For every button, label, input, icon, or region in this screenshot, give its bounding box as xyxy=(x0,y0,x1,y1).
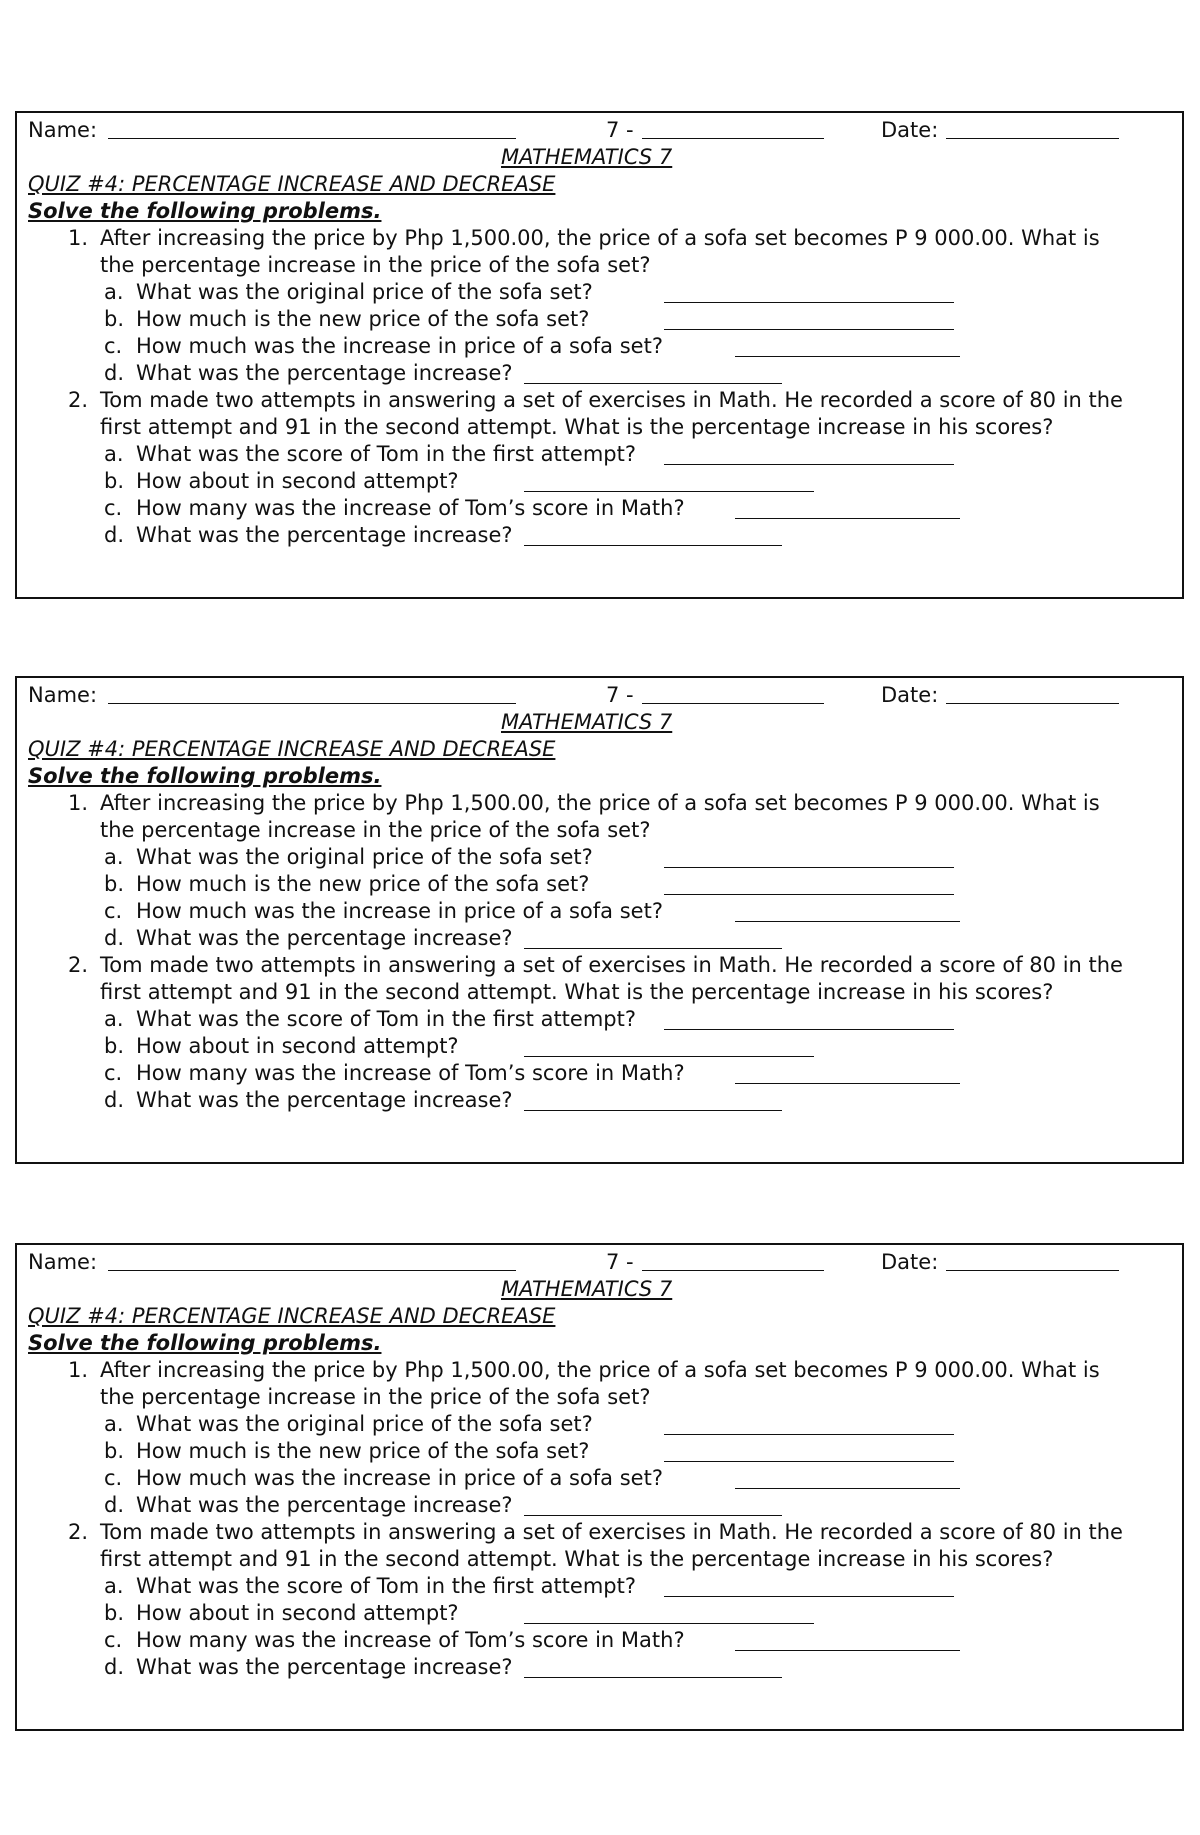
problem-text: the percentage increase in the price of the sofa set? xyxy=(100,253,651,277)
problem-text: After increasing the price by Php 1,500.00, the price of a sofa set becomes P 9 000.00. What is xyxy=(100,226,1100,250)
section-label: 7 - xyxy=(606,683,634,707)
problem-number: 2. xyxy=(68,953,89,977)
answer-blank[interactable] xyxy=(735,518,960,519)
date-label: Date: xyxy=(881,683,939,707)
question-letter: d. xyxy=(104,926,125,950)
answer-blank[interactable] xyxy=(664,302,954,303)
instructions: Solve the following problems. xyxy=(28,199,382,223)
section-field[interactable] xyxy=(642,703,824,704)
question-text: How about in second attempt? xyxy=(136,469,459,493)
answer-blank[interactable] xyxy=(524,1110,782,1111)
question-text: How much was the increase in price of a sofa set? xyxy=(136,899,663,923)
question-text: How much is the new price of the sofa set? xyxy=(136,307,590,331)
question-text: What was the percentage increase? xyxy=(136,523,513,547)
question-letter: b. xyxy=(104,1601,125,1625)
problem-text: Tom made two attempts in answering a set of exercises in Math. He recorded a score of 80 in the xyxy=(100,1520,1123,1544)
answer-blank[interactable] xyxy=(664,1461,954,1462)
answer-blank[interactable] xyxy=(664,464,954,465)
question-letter: c. xyxy=(104,1628,123,1652)
question-letter: b. xyxy=(104,307,125,331)
question-text: What was the percentage increase? xyxy=(136,926,513,950)
question-letter: b. xyxy=(104,469,125,493)
question-letter: a. xyxy=(104,845,124,869)
answer-blank[interactable] xyxy=(524,1056,814,1057)
answer-blank[interactable] xyxy=(735,356,960,357)
problem-number: 1. xyxy=(68,1358,89,1382)
question-text: How much is the new price of the sofa set? xyxy=(136,1439,590,1463)
date-label: Date: xyxy=(881,118,939,142)
problem-text: Tom made two attempts in answering a set of exercises in Math. He recorded a score of 80 in the xyxy=(100,953,1123,977)
quiz-card-3 xyxy=(15,1243,1184,1731)
problem-text: the percentage increase in the price of the sofa set? xyxy=(100,1385,651,1409)
name-field[interactable] xyxy=(108,703,516,704)
quiz-title: QUIZ #4: PERCENTAGE INCREASE AND DECREASE xyxy=(28,172,556,196)
section-field[interactable] xyxy=(642,1270,824,1271)
question-text: How about in second attempt? xyxy=(136,1601,459,1625)
answer-blank[interactable] xyxy=(524,383,782,384)
question-letter: d. xyxy=(104,1088,125,1112)
quiz-card-1 xyxy=(15,111,1184,599)
question-text: What was the percentage increase? xyxy=(136,1493,513,1517)
question-text: How about in second attempt? xyxy=(136,1034,459,1058)
answer-blank[interactable] xyxy=(735,921,960,922)
name-label: Name: xyxy=(28,118,98,142)
answer-blank[interactable] xyxy=(735,1488,960,1489)
problem-number: 1. xyxy=(68,226,89,250)
question-text: What was the original price of the sofa set? xyxy=(136,845,593,869)
answer-blank[interactable] xyxy=(735,1083,960,1084)
question-letter: d. xyxy=(104,361,125,385)
answer-blank[interactable] xyxy=(664,329,954,330)
name-label: Name: xyxy=(28,1250,98,1274)
question-letter: c. xyxy=(104,1061,123,1085)
answer-blank[interactable] xyxy=(664,1029,954,1030)
problem-text: first attempt and 91 in the second attempt. What is the percentage increase in his scores? xyxy=(100,1547,1054,1571)
date-field[interactable] xyxy=(946,1270,1119,1271)
question-letter: b. xyxy=(104,872,125,896)
section-label: 7 - xyxy=(606,118,634,142)
answer-blank[interactable] xyxy=(524,1677,782,1678)
date-field[interactable] xyxy=(946,703,1119,704)
section-field[interactable] xyxy=(642,138,824,139)
answer-blank[interactable] xyxy=(524,948,782,949)
answer-blank[interactable] xyxy=(524,1515,782,1516)
question-text: What was the original price of the sofa set? xyxy=(136,1412,593,1436)
question-text: How many was the increase of Tom’s score in Math? xyxy=(136,1628,685,1652)
answer-blank[interactable] xyxy=(664,867,954,868)
problem-number: 2. xyxy=(68,1520,89,1544)
question-text: What was the score of Tom in the first attempt? xyxy=(136,442,637,466)
question-text: How much was the increase in price of a sofa set? xyxy=(136,1466,663,1490)
question-text: What was the percentage increase? xyxy=(136,1088,513,1112)
question-text: How many was the increase of Tom’s score in Math? xyxy=(136,496,685,520)
problem-text: After increasing the price by Php 1,500.00, the price of a sofa set becomes P 9 000.00. What is xyxy=(100,1358,1100,1382)
question-text: How many was the increase of Tom’s score in Math? xyxy=(136,1061,685,1085)
subject-title: MATHEMATICS 7 xyxy=(501,145,673,169)
question-text: How much was the increase in price of a sofa set? xyxy=(136,334,663,358)
name-field[interactable] xyxy=(108,1270,516,1271)
question-letter: c. xyxy=(104,334,123,358)
question-letter: b. xyxy=(104,1034,125,1058)
subject-title: MATHEMATICS 7 xyxy=(501,710,673,734)
question-text: How much is the new price of the sofa set? xyxy=(136,872,590,896)
quiz-title: QUIZ #4: PERCENTAGE INCREASE AND DECREASE xyxy=(28,1304,556,1328)
name-field[interactable] xyxy=(108,138,516,139)
question-letter: a. xyxy=(104,280,124,304)
question-letter: c. xyxy=(104,899,123,923)
question-letter: c. xyxy=(104,496,123,520)
question-letter: a. xyxy=(104,1574,124,1598)
name-label: Name: xyxy=(28,683,98,707)
question-letter: d. xyxy=(104,1655,125,1679)
subject-title: MATHEMATICS 7 xyxy=(501,1277,673,1301)
quiz-title: QUIZ #4: PERCENTAGE INCREASE AND DECREASE xyxy=(28,737,556,761)
question-text: What was the original price of the sofa set? xyxy=(136,280,593,304)
question-letter: c. xyxy=(104,1466,123,1490)
question-letter: d. xyxy=(104,523,125,547)
answer-blank[interactable] xyxy=(664,894,954,895)
instructions: Solve the following problems. xyxy=(28,1331,382,1355)
answer-blank[interactable] xyxy=(524,491,814,492)
question-text: What was the percentage increase? xyxy=(136,1655,513,1679)
answer-blank[interactable] xyxy=(735,1650,960,1651)
question-text: What was the score of Tom in the first attempt? xyxy=(136,1007,637,1031)
problem-text: Tom made two attempts in answering a set of exercises in Math. He recorded a score of 80 in the xyxy=(100,388,1123,412)
date-field[interactable] xyxy=(946,138,1119,139)
problem-number: 1. xyxy=(68,791,89,815)
question-letter: a. xyxy=(104,1007,124,1031)
answer-blank[interactable] xyxy=(664,1596,954,1597)
question-text: What was the percentage increase? xyxy=(136,361,513,385)
question-letter: a. xyxy=(104,1412,124,1436)
question-text: What was the score of Tom in the first attempt? xyxy=(136,1574,637,1598)
question-letter: d. xyxy=(104,1493,125,1517)
question-letter: a. xyxy=(104,442,124,466)
problem-text: After increasing the price by Php 1,500.00, the price of a sofa set becomes P 9 000.00. What is xyxy=(100,791,1100,815)
section-label: 7 - xyxy=(606,1250,634,1274)
question-letter: b. xyxy=(104,1439,125,1463)
answer-blank[interactable] xyxy=(524,1623,814,1624)
problem-text: first attempt and 91 in the second attempt. What is the percentage increase in his scores? xyxy=(100,980,1054,1004)
answer-blank[interactable] xyxy=(524,545,782,546)
problem-text: the percentage increase in the price of the sofa set? xyxy=(100,818,651,842)
instructions: Solve the following problems. xyxy=(28,764,382,788)
answer-blank[interactable] xyxy=(664,1434,954,1435)
date-label: Date: xyxy=(881,1250,939,1274)
problem-text: first attempt and 91 in the second attempt. What is the percentage increase in his scores? xyxy=(100,415,1054,439)
quiz-card-2 xyxy=(15,676,1184,1164)
problem-number: 2. xyxy=(68,388,89,412)
